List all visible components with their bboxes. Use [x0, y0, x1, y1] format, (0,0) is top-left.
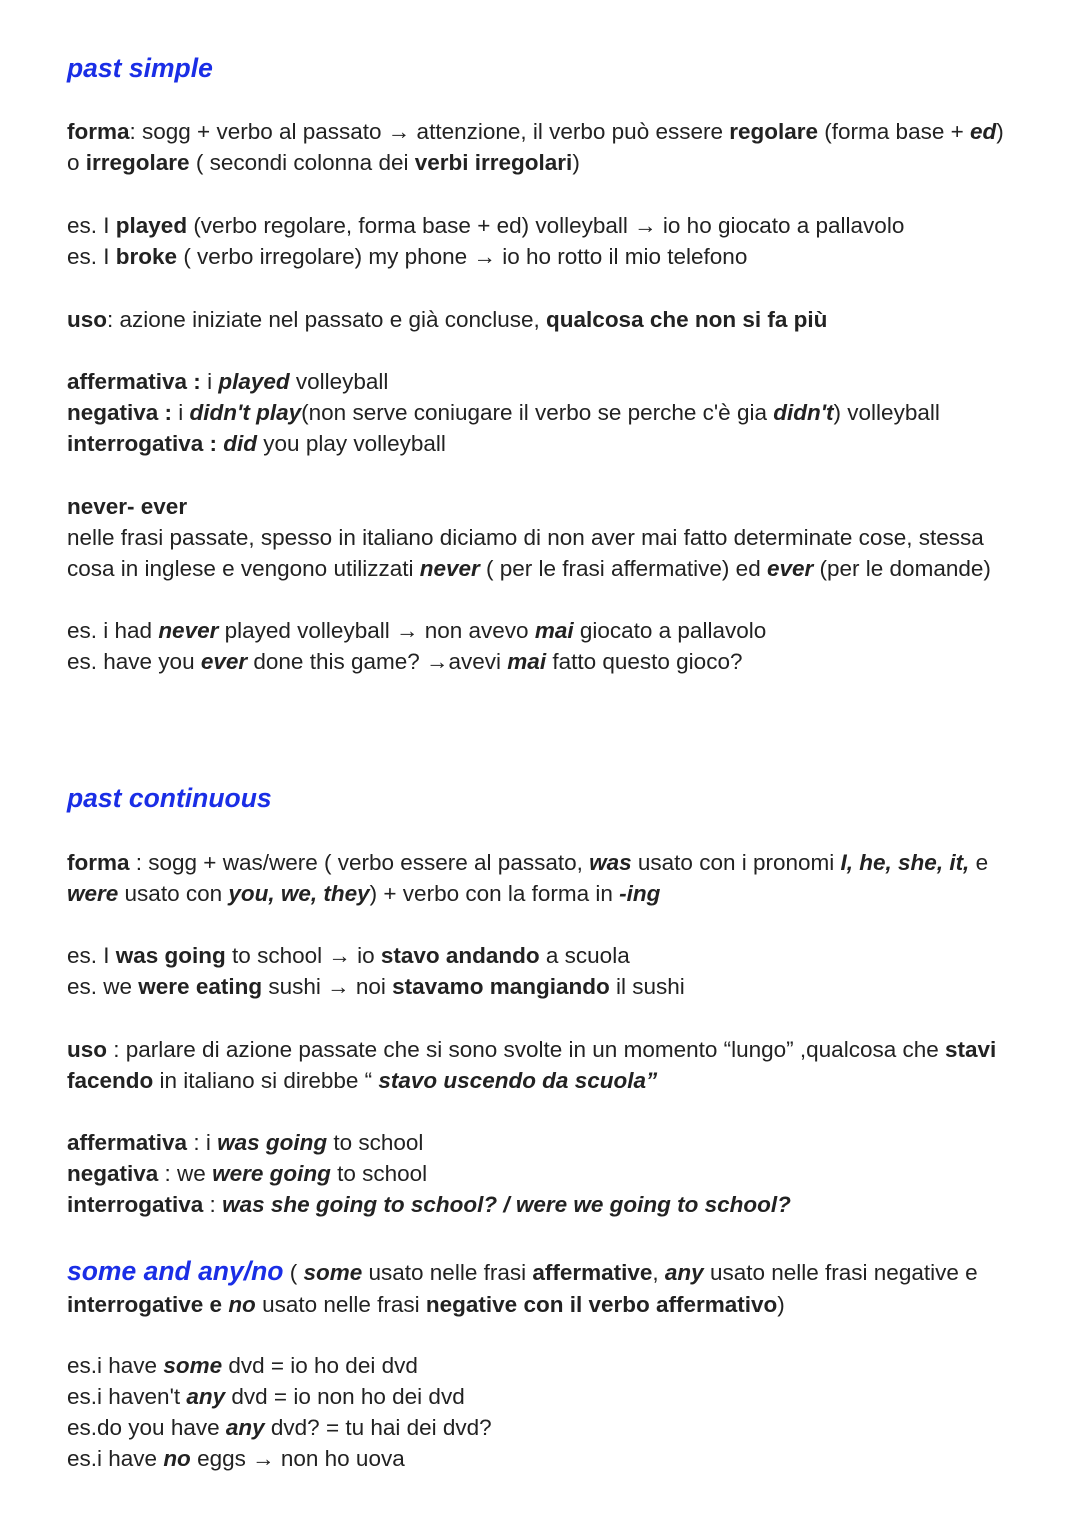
pc-negativa: negativa : we were going to school	[67, 1161, 428, 1186]
never-ever-title: never- ever	[67, 494, 188, 519]
some-example-1: es.i have some dvd = io ho dei dvd	[67, 1353, 418, 1378]
pc-uso-line-1: uso : parlare di azione passate che si sono svolte in un momento “lungo” ,qualcosa che stavi	[67, 1037, 997, 1062]
never-ever-line-1: nelle frasi passate, spesso in italiano diciamo di non aver mai fatto determinate cose, stessa	[67, 525, 984, 550]
heading-some-any: some and any/no	[67, 1256, 284, 1286]
ps-uso: uso: azione iniziate nel passato e già concluse, qualcosa che non si fa più	[67, 307, 828, 332]
ps-affermativa: affermativa : i played volleyball	[67, 369, 389, 394]
no-example-4: es.i have no eggs → non ho uova	[67, 1446, 405, 1471]
pc-forma-line-1: forma : sogg + was/were ( verbo essere al passato, was usato con i pronomi I, he, she, it, e	[67, 850, 989, 875]
never-ever-line-2: cosa in inglese e vengono utilizzati never ( per le frasi affermative) ed ever (per le domande)	[67, 556, 991, 581]
some-any-line-2: interrogative e no usato nelle frasi negative con il verbo affermativo)	[67, 1292, 785, 1317]
ps-negativa: negativa : i didn't play(non serve coniugare il verbo se perche c'è gia didn't) volleyball	[67, 400, 940, 425]
ps-example-2: es. I broke ( verbo irregolare) my phone → io ho rotto il mio telefono	[67, 244, 748, 269]
any-example-3: es.do you have any dvd? = tu hai dei dvd?	[67, 1415, 492, 1440]
ps-interrogativa: interrogativa : did you play volleyball	[67, 431, 446, 456]
ps-forma-line-2: o irregolare ( secondi colonna dei verbi irregolari)	[67, 150, 580, 175]
pc-affermativa: affermativa : i was going to school	[67, 1130, 424, 1155]
any-example-2: es.i haven't any dvd = io non ho dei dvd	[67, 1384, 465, 1409]
never-example-1: es. i had never played volleyball → non avevo mai giocato a pallavolo	[67, 618, 767, 643]
pc-uso-line-2: facendo in italiano si direbbe “ stavo uscendo da scuola”	[67, 1068, 658, 1093]
ps-example-1: es. I played (verbo regolare, forma base + ed) volleyball → io ho giocato a pallavolo	[67, 213, 905, 238]
pc-interrogativa: interrogativa : was she going to school? / were we going to school?	[67, 1192, 791, 1217]
ever-example-2: es. have you ever done this game? →avevi mai fatto questo gioco?	[67, 649, 743, 674]
pc-forma-line-2: were usato con you, we, they) + verbo con la forma in -ing	[67, 881, 661, 906]
pc-example-2: es. we were eating sushi → noi stavamo mangiando il sushi	[67, 974, 685, 999]
heading-past-continuous: past continuous	[67, 783, 272, 813]
pc-example-1: es. I was going to school → io stavo andando a scuola	[67, 943, 630, 968]
ps-forma-line-1: forma: sogg + verbo al passato → attenzione, il verbo può essere regolare (forma base + ed)	[67, 119, 1004, 144]
some-any-line-1: some and any/no ( some usato nelle frasi affermative, any usato nelle frasi negative e	[67, 1256, 978, 1286]
heading-past-simple: past simple	[67, 53, 213, 83]
